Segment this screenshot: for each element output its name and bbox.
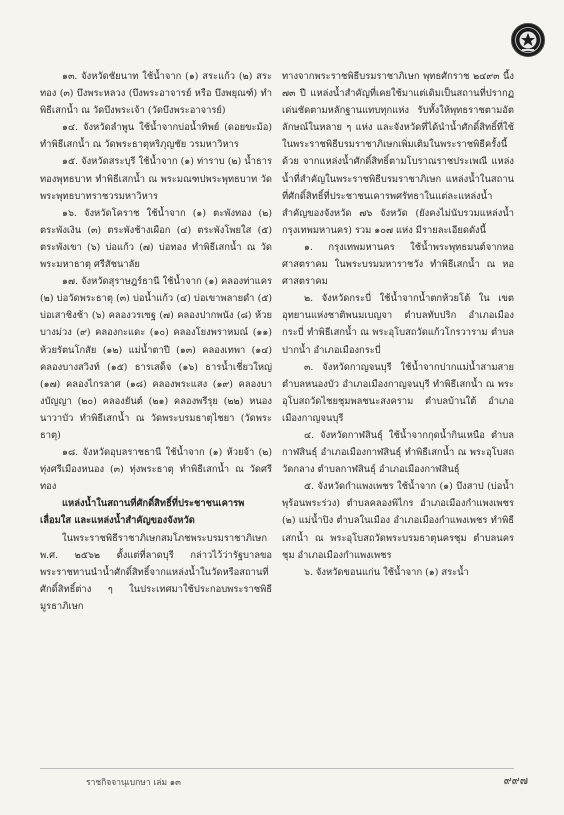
- page-number: ๙๙๗: [503, 774, 528, 787]
- paragraph: ๑. กรุงเทพมหานคร ใช้น้ำพระพุทธมนต์จากหอศาสตราคม ในพระบรมมหาราชวัง ทำพิธีเสกน้ำ ณ หอศาสตราคม: [282, 241, 514, 288]
- footer-divider: [40, 768, 514, 769]
- footer-publication: ราชกิจจานุเบกษา เล่ม ๑๓: [86, 778, 181, 788]
- section-heading: แหล่งน้ำในสถานที่ศักดิ์สิทธิ์ที่ประชาชนเคารพเลื่อมใส และแหล่งน้ำสำคัญของจังหวัด: [40, 498, 245, 527]
- paragraph: ๑๘. จังหวัดอุบลราชธานี ใช้น้ำจาก (๑) ห้วยจ้า (๒) ทุ่งศรีเมืองหนอง (๓) ทุ่งพระธาตุ ทำพิธีเสกน้ำ ณ วัดศรีทอง: [40, 447, 272, 493]
- royal-seal-icon: [510, 22, 546, 58]
- left-text-column: [40, 68, 272, 615]
- paragraph: ๑๖. จังหวัดโคราช ใช้น้ำจาก (๑) ตะพังทอง (๒) ตระพังเงิน (๓) ตระพังช้างเผือก (๔) ตระพังโพยใส (๕) ตระพังเขา (๖) บ่อแก้ว (๗) บ่อทอง ทำพิธีเสกน้ำ ณ วัดพระมหาธาตุ ศรีสัชนาลัย: [40, 207, 272, 271]
- paragraph: ๕. จังหวัดกำแพงเพชร ใช้น้ำจาก (๑) บึงสาป (บ่อน้ำพุร้อนพระร่วง) ตำบลคลองพิไกร อำเภอเมืองกำแพงเพชร (๒) แม่น้ำปิง ตำบลในเมือง อำเภอเมืองกำแพงเพชร ทำพิธีเสกน้ำ ณ พระอุโบสถวัดพระบรมธาตุนครชุม ตำบลนครชุม อำเภอเมืองกำแพงเพชร: [282, 481, 514, 561]
- right-text-column: [282, 68, 514, 581]
- paragraph: ๒. จังหวัดกระบี่ ใช้น้ำจากน้ำตกห้วยโต้ ใน เขตอุทยานแห่งชาติพนมเบญจา ตำบลทับปริก อำเภอเมืองกระบี่ ทำพิธีเสกน้ำ ณ พระอุโบสถวัดแก้วโกรวาราม ตำบลปากน้ำ อำเภอเมืองกระบี่: [282, 293, 514, 356]
- paragraph: ๑๔. จังหวัดลำพูน ใช้น้ำจากบ่อน้ำทิพย์ (ดอยขะม้อ) ทำพิธีเสกน้ำ ณ วัดพระธาตุหริภุญชัย วรมหาวิหาร: [40, 122, 272, 151]
- paragraph: ๑๕. จังหวัดสระบุรี ใช้น้ำจาก (๑) ท่าราบ (๒) น้ำธารทองพุทธบาท ทำพิธีเสกน้ำ ณ พระมณฑปพระพุทธบาท วัดพระพุทธบาทราชวรมหาวิหาร: [40, 156, 272, 202]
- paragraph: ๓. จังหวัดกาญจนบุรี ใช้น้ำจากปากแม่น้ำสามสาย ตำบลหนองบัว อำเภอเมืองกาญจนบุรี ทำพิธีเสกน้ำ ณ พระอุโบสถวัดไชยชุมพลชนะสงคราม ตำบลบ้านใต้ อำเภอเมืองกาญจนบุรี: [282, 361, 514, 424]
- paragraph: ๔. จังหวัดกาฬสินธุ์ ใช้น้ำจากกุดน้ำกินเหนือ ตำบลกาฬสินธุ์ อำเภอเมืองกาฬสินธุ์ ทำพิธีเสกน้ำ ณ พระอุโบสถวัดกลาง ตำบลกาฬสินธุ์ อำเภอเมืองกาฬสินธุ์: [282, 429, 514, 476]
- paragraph: ๑๗. จังหวัดสุราษฎร์ธานี ใช้น้ำจาก (๑) คลองท่าแคร (๒) บ่อวัดพระธาตุ (๓) บ่อน้ำแก้ว (๔) บ่อเขาพลายดำ (๕) บ่อเสาชิงช้า (๖) คลองวรเซฐ (๗) คลองปากพนัง (๘) ห้วยบางม่วง (๙) คลองกะแดะ (๑๐) คลองโยงพราหมณ์ (๑๑) ห้วยรัตนโกสัย (๑๒) แม่น้ำตาปี (๑๓) คลองเทพา (๑๔) คลองบางสวิงท์ (๑๕) ธารเสด็จ (๑๖) ธารน้ำเชี่ยวใหญ่ (๑๗) คลองไกรลาศ (๑๘) คลองพระแสง (๑๙) คลองบางบัญญา (๒๐) คลองยันต์ (๒๑) คลองพรีรุย (๒๒) หนองนาวาบัว ทำพิธีเสกน้ำ ณ วัดพระบรมธาตุไชยา (วัดพระธาตุ): [40, 276, 272, 441]
- paragraph: ๑๓. จังหวัดชัยนาท ใช้น้ำจาก (๑) สระแก้ว (๒) สระทอง (๓) บึงพระหลวง (บึงพระอาจารย์ หรือ บึงพยุณฑ์) ทำพิธีเสกน้ำ ณ วัดบึงพระเจ้า (วัดบึงพระอาจารย์): [40, 71, 272, 117]
- paragraph: ทางจากพระราชพิธีบรมราชาภิเษก พุทธศักราช ๒๔๙๓ นี้ง ๗๓ ปี แหล่งน้ำสำคัญที่เคยใช้มาแต่เดิมเป็นสถานที่ปรากฏเด่นชัดตามหลักฐานแทบทุกแห่ง รับทั้งให้พุทธราชตามอัตลักษณ์ในหลาย ๆ แห่ง และจังหวัดที่ได้นำน้ำศักดิ์สิทธิ์ที่ใช้ในพระราชพิธีบรมราชาภิเษกเพิ่มเติมในพระราชพิธีครั้งนี้ด้วย จากแหล่งน้ำศักดิ์สิทธิ์ตามโบราณราชประเพณี แหล่งน้ำที่สำคัญในพระราชพิธีบรมราชาภิเษก แหล่งน้ำในสถานที่ศักดิ์สิทธิ์ที่ประชาชนเคารพศรัทธาในแต่ละแหล่งน้ำสำคัญของจังหวัด ๗๖ จังหวัด (ยังคงไม่นับรวมแหล่งน้ำกรุงเทพมหานคร) รวม ๑๐๗ แห่ง มีรายละเอียดดังนี้: [282, 71, 514, 236]
- paragraph: ๖. จังหวัดขอนแก่น ใช้น้ำจาก (๑) สระน้ำ: [304, 566, 469, 578]
- paragraph: ในพระราชพิธีราชาภิเษกสมโภชพระบรมราชาภิเษก พ.ศ. ๒๕๖๒ ตั้งแต่ที่ลาดบุรี กล่าวไว้ว่ารัฐบาลขอพระราชทานนำน้ำศักดิ์สิทธิ์จากแหล่งน้ำในวัดหรือสถานที่ศักดิ์สิทธิ์ต่าง ๆ ในประเทศมาใช้ประกอบพระราชพิธีมูรธาภิเษก: [40, 532, 272, 612]
